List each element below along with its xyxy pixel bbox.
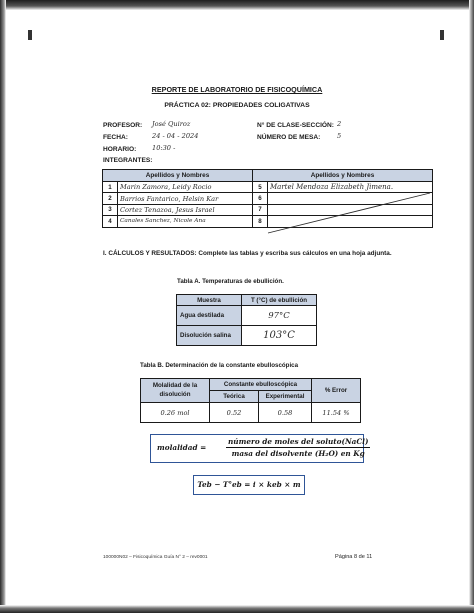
table-b-col-error: % Error [312, 379, 361, 403]
member-name: Cortez Tenazoa, Jesus Israel [118, 204, 253, 215]
practice-subtitle: PRÁCTICA 02: PROPIEDADES COLIGATIVAS [164, 102, 310, 109]
member-name: Martel Mendoza Elizabeth Jimena. [268, 182, 433, 193]
table-row [177, 326, 317, 346]
table-a-muestra: Agua destilada [177, 306, 242, 326]
table-b-caption: Tabla B. Determinación de la constante ebulloscópica [140, 362, 299, 369]
members-header-row [103, 170, 433, 182]
formula-denominator: masa del disolvente (H₂O) en Kg [231, 449, 365, 458]
page-number: Página 8 de 11 [335, 554, 373, 560]
formula-fraction [226, 437, 370, 458]
table-b-experimental: 0.58 [259, 403, 312, 423]
member-name: Marin Zamora, Leidy Rocio [118, 182, 253, 193]
horario-label: HORARIO: [103, 146, 137, 153]
profesor-value: José Quiroz [152, 120, 191, 128]
member-number: 2 [103, 193, 118, 204]
member-name: Barrios Fantarico, Helsin Kar [118, 193, 253, 204]
table-b-col-molalidad: Molalidad de la disolución [141, 379, 210, 403]
member-name: Canales Sanchez, Nicole Ana [118, 216, 253, 227]
formula-numerator: número de moles del soluto(NaCl) [228, 437, 369, 446]
table-row [141, 403, 361, 423]
report-title: REPORTE DE LABORATORIO DE FISICOQUÍMICA [151, 85, 323, 94]
strike-line [266, 191, 432, 235]
table-b-error: 11.54 % [312, 403, 361, 423]
table-a-col-muestra: Muestra [177, 295, 242, 306]
mesa-label: NÚMERO DE MESA: [257, 134, 321, 141]
clase-value: 2 [337, 120, 342, 128]
members-header-right: Apellidos y Nombres [253, 170, 433, 182]
profesor-label: PROFESOR: [103, 122, 143, 129]
table-b [140, 378, 361, 423]
table-a [176, 294, 317, 346]
member-number: 4 [103, 216, 118, 227]
fecha-value: 24 - 04 - 2024 [152, 132, 199, 140]
ebulloscopic-formula [193, 475, 305, 495]
member-number: 7 [253, 204, 268, 215]
table-a-value: 103°C [242, 326, 317, 346]
table-a-col-temp: T (°C) de ebullición [242, 295, 317, 306]
table-b-col-teorica: Teórica [210, 391, 259, 403]
formula-2-text: Teb − T°eb = i × keb × m [197, 480, 301, 489]
scan-edge-top [0, 0, 474, 10]
table-a-muestra: Disolución salina [177, 326, 242, 346]
molalidad-formula [150, 434, 369, 463]
mesa-value: 5 [337, 132, 342, 140]
member-number: 3 [103, 204, 118, 215]
table-b-col-experimental: Experimental [259, 391, 312, 403]
fecha-label: FECHA: [103, 134, 128, 141]
scan-edge-bottom [0, 605, 474, 613]
table-b-teorica: 0.52 [210, 403, 259, 423]
table-a-value: 97°C [242, 306, 317, 326]
member-number: 1 [103, 182, 118, 193]
member-number: 5 [253, 182, 268, 193]
members-header-left: Apellidos y Nombres [103, 170, 253, 182]
integrantes-label: INTEGRANTES: [103, 157, 153, 164]
member-number: 6 [253, 193, 268, 204]
formula-lhs: molalidad = [157, 443, 207, 452]
clase-label: N° DE CLASE-SECCIÓN: [257, 122, 335, 129]
scan-mark [28, 30, 32, 40]
section-calculos: I. CÁLCULOS Y RESULTADOS: Complete las tablas y escriba sus cálculos en una hoja adjunta. [103, 250, 392, 257]
table-row [177, 306, 317, 326]
footer-doc-code: 100000N02 – Fisicoquímica Guía N° 2 – rev0001 [103, 555, 208, 560]
table-a-caption: Tabla A. Temperaturas de ebullición. [177, 278, 284, 285]
table-b-col-constante: Constante ebulloscópica [210, 379, 312, 391]
scan-mark [440, 30, 444, 40]
horario-value: 10:30 - [152, 144, 176, 152]
member-number: 8 [253, 216, 268, 227]
table-b-molalidad: 0.26 mol [141, 403, 210, 423]
